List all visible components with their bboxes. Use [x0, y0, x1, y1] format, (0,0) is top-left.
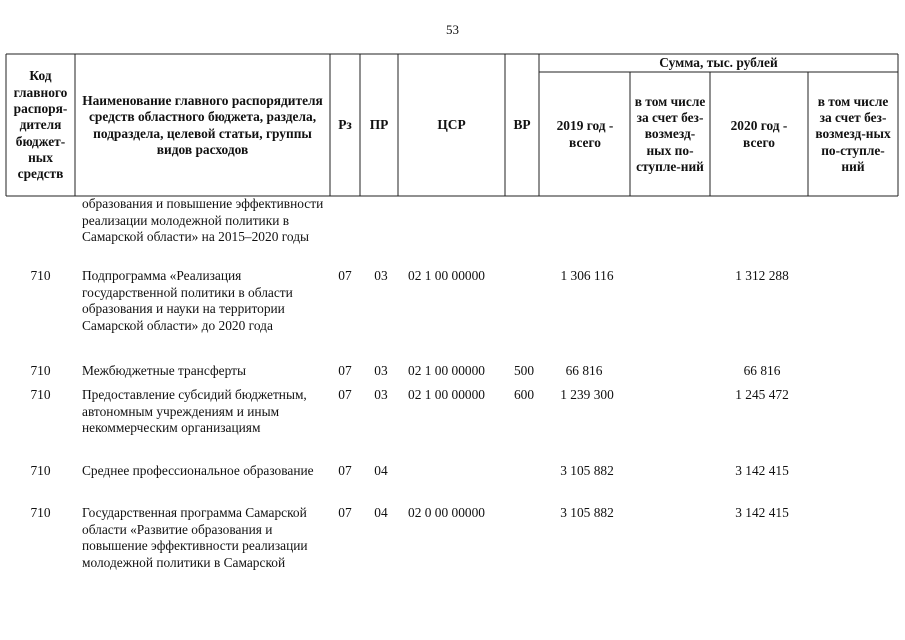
table-row-name: Предоставление субсидий бюджетным, автономным учреждениям и иным некоммерческим организациям: [82, 387, 307, 436]
header-sum: Сумма, тыс. рублей: [659, 55, 778, 71]
table-row-sum-2019: 3 105 882: [560, 463, 614, 478]
table-row-sum-2019: 1 306 116: [560, 268, 614, 283]
table-row-sum-2019: 1 239 300: [560, 387, 614, 402]
table-row-vr: 600: [513, 387, 535, 402]
table-row-csr: 02 0 00 00000: [408, 505, 485, 520]
header-2020-total: 2020 год - всего: [730, 118, 788, 150]
page-number: 53: [446, 22, 459, 37]
table-row-sum-2019: 66 816: [565, 363, 603, 378]
table-row-name: Подпрограмма «Реализация государственной политики в области образования и науки на территории Самарской области» до 2020 года: [82, 268, 293, 333]
table-row-pr: 03: [374, 268, 388, 283]
table-row-rz: 07: [338, 463, 352, 478]
table-row-code: 710: [30, 387, 51, 402]
table-row-sum-2020: 1 245 472: [735, 387, 789, 402]
header-csr: ЦСР: [437, 117, 466, 133]
table-row-sum-2020: 66 816: [743, 363, 781, 378]
table-row-rz: 07: [338, 387, 352, 402]
table-row-vr: 500: [513, 363, 535, 378]
header-rz: Рз: [338, 117, 352, 133]
table-row-code: 710: [30, 463, 51, 478]
table-row-sum-2019: 3 105 882: [560, 505, 614, 520]
table-row-name: Среднее профессиональное образование: [82, 463, 314, 478]
table-row-code: 710: [30, 505, 51, 520]
table-row-name: Государственная программа Самарской области «Развитие образования и повышение эффективности реализации молодежной политики в Самарской: [82, 505, 308, 570]
table-row-code: 710: [30, 268, 51, 283]
table-row-code: 710: [30, 363, 51, 378]
table-row-name: Межбюджетные трансферты: [82, 363, 246, 378]
header-2019-free-receipts: в том числе за счет без-возмезд-ных по-ступле-ний: [634, 93, 706, 174]
table-row-pr: 03: [374, 387, 388, 402]
table-row-name: образования и повышение эффективности реализации молодежной политики в Самарской области» на 2015–2020 годы: [82, 196, 324, 245]
table-row-sum-2020: 3 142 415: [735, 463, 789, 478]
table-row-csr: 02 1 00 00000: [408, 387, 485, 402]
table-row-pr: 03: [374, 363, 388, 378]
table-row-rz: 07: [338, 505, 352, 520]
header-2019-total: 2019 год - всего: [556, 118, 614, 150]
header-code: Код главного распоря-дителя бюджет-ных средств: [13, 68, 68, 182]
table-row-csr: 02 1 00 00000: [408, 363, 485, 378]
table-row-rz: 07: [338, 268, 352, 283]
table-row-rz: 07: [338, 363, 352, 378]
table-row-sum-2020: 1 312 288: [735, 268, 789, 283]
table-row-csr: 02 1 00 00000: [408, 268, 485, 283]
header-name: Наименование главного распорядителя средств областного бюджета, раздела, подраздела, целевой статьи, группы видов расходов: [82, 92, 323, 157]
header-2020-free-receipts: в том числе за счет без-возмезд-ных по-ступле-ний: [815, 93, 891, 174]
header-vr: ВР: [513, 117, 531, 133]
table-row-sum-2020: 3 142 415: [735, 505, 789, 520]
table-row-pr: 04: [374, 505, 388, 520]
header-pr: ПР: [369, 117, 389, 133]
table-row-pr: 04: [374, 463, 388, 478]
